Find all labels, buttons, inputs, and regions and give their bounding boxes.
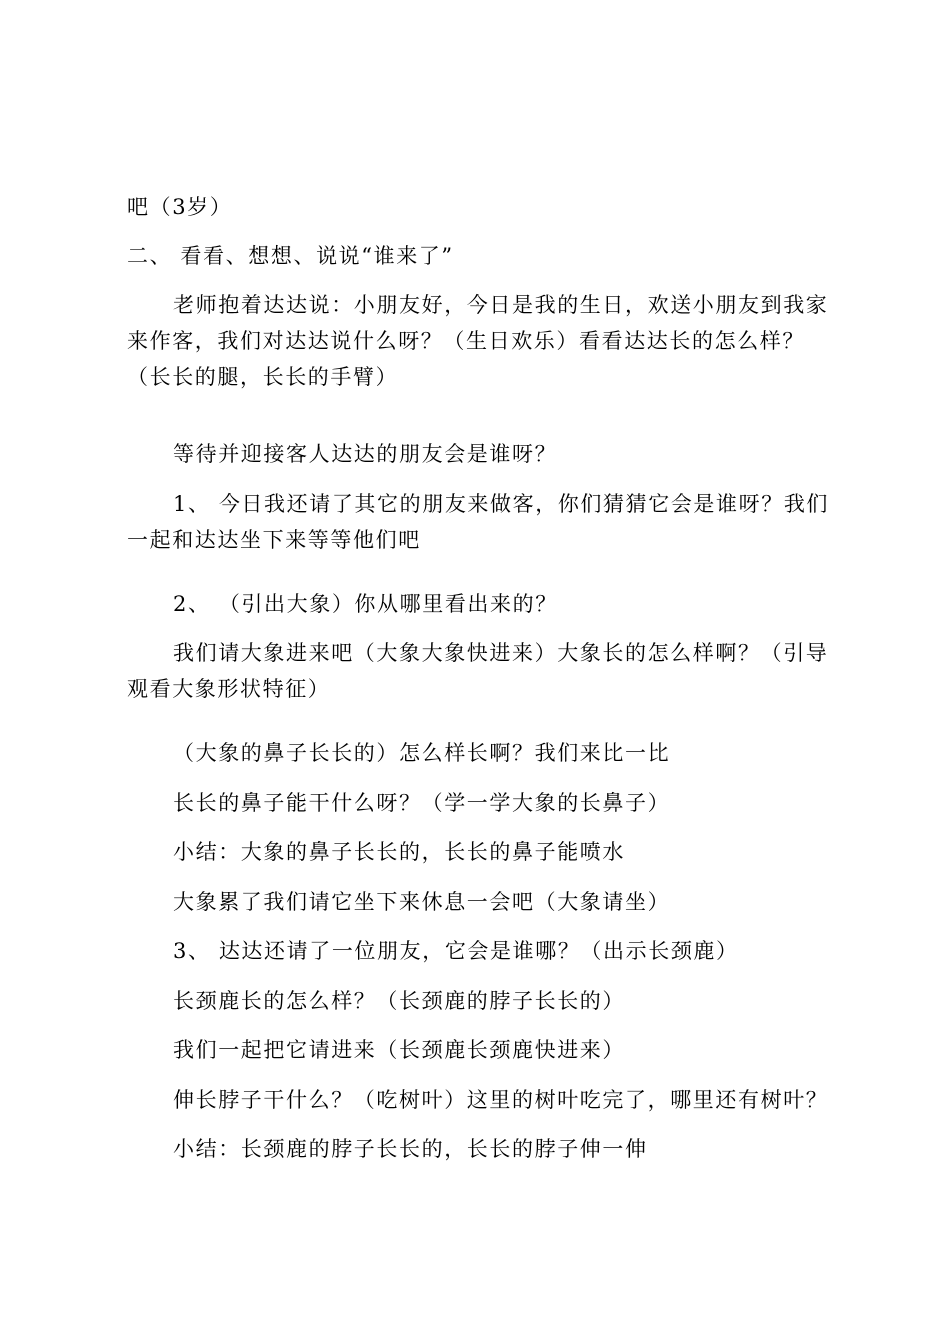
paragraph-elephant-summary: 小结：大象的鼻子长长的，长长的鼻子能喷水 bbox=[173, 840, 625, 864]
paragraph-elephant-invite: 我们请大象进来吧（大象大象快进来）大象长的怎么样啊？（引导观看大象形状特征） bbox=[127, 641, 829, 701]
paragraph-step-2: 2、 （引出大象）你从哪里看出来的？ bbox=[173, 592, 558, 616]
paragraph-giraffe-invite: 我们一起把它请进来（长颈鹿长颈鹿快进来） bbox=[173, 1038, 625, 1062]
paragraph-elephant-rest: 大象累了我们请它坐下来休息一会吧（大象请坐） bbox=[173, 890, 671, 914]
paragraph-giraffe-neck: 伸长脖子干什么？（吃树叶）这里的树叶吃完了，哪里还有树叶？ bbox=[173, 1088, 829, 1112]
paragraph-step-3: 3、 达达还请了一位朋友，它会是谁哪？（出示长颈鹿） bbox=[173, 939, 739, 963]
paragraph-giraffe-summary: 小结：长颈鹿的脖子长长的，长长的脖子伸一伸 bbox=[173, 1137, 648, 1161]
paragraph-waiting: 等待并迎接客人达达的朋友会是谁呀？ bbox=[173, 442, 558, 466]
paragraph-giraffe-look: 长颈鹿长的怎么样？（长颈鹿的脖子长长的） bbox=[173, 989, 625, 1013]
paragraph-continuation: 吧（3岁） bbox=[127, 195, 233, 219]
section-heading: 二、 看看、想想、说说“谁来了” bbox=[127, 244, 454, 268]
paragraph-elephant-use: 长长的鼻子能干什么呀？（学一学大象的长鼻子） bbox=[173, 791, 671, 815]
paragraph-elephant-nose: （大象的鼻子长长的）怎么样长啊？我们来比一比 bbox=[173, 741, 671, 765]
paragraph-step-1: 1、 今日我还请了其它的朋友来做客，你们猜猜它会是谁呀？我们一起和达达坐下来等等他们吧 bbox=[127, 492, 830, 552]
paragraph-intro: 老师抱着达达说：小朋友好，今日是我的生日，欢送小朋友到我家来作客，我们对达达说什么呀？（生日欢乐）看看达达长的怎么样？（长长的腿，长长的手臂） bbox=[127, 293, 829, 389]
